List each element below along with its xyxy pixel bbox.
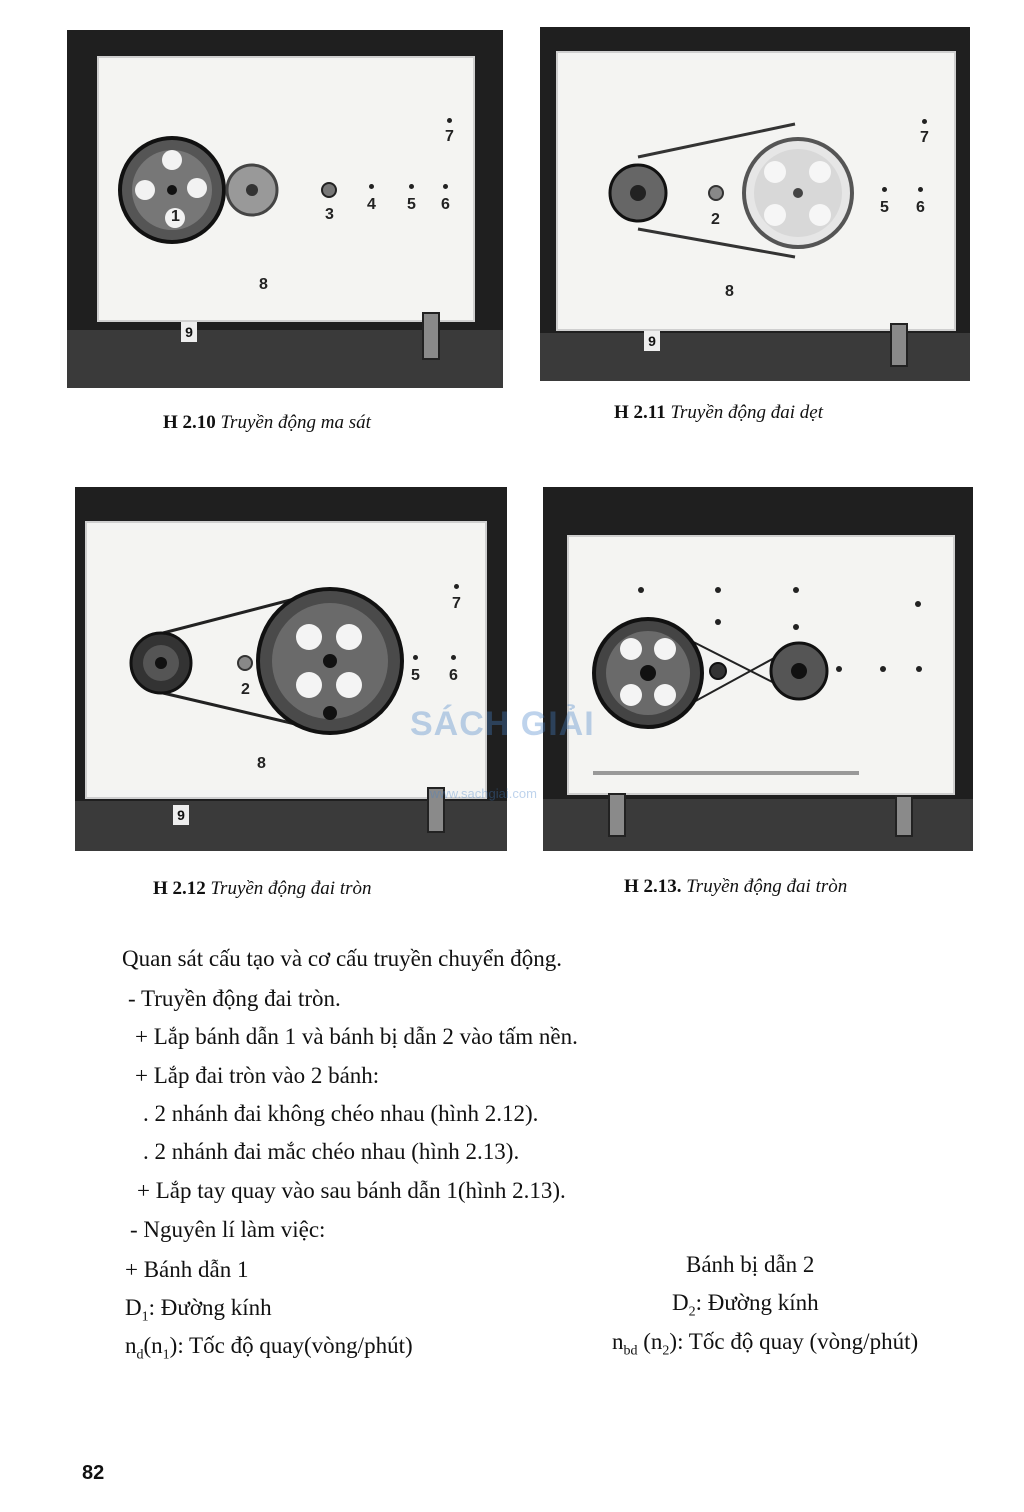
hole-dot	[443, 184, 448, 189]
driving-wheel-speed	[125, 1333, 413, 1364]
label-8: 8	[259, 276, 268, 293]
hole-dot	[409, 184, 414, 189]
flat-belt-drive-diagram	[540, 27, 970, 381]
description: ): Tốc độ quay (vòng/phút)	[669, 1329, 919, 1354]
item-principle: - Nguyên lí làm việc:	[130, 1217, 326, 1242]
intro-text: Quan sát cấu tạo và cơ cấu truyền chuyển động.	[122, 946, 563, 971]
hole-dot	[454, 584, 459, 589]
caption-title: Truyền động ma sát	[220, 412, 371, 433]
label-8: 8	[725, 283, 734, 300]
driving-wheel-diameter	[125, 1295, 272, 1326]
label-7: 7	[920, 129, 929, 146]
figure-2-13-photo	[543, 487, 973, 851]
item-belt-drive: - Truyền động đai tròn.	[128, 986, 341, 1011]
item-crank: + Lắp tay quay vào sau bánh dẫn 1(hình 2.13).	[137, 1178, 566, 1203]
driven-wheel-speed	[612, 1329, 918, 1360]
label-1: 1	[171, 208, 180, 225]
driven-wheel-diameter	[672, 1290, 819, 1321]
symbol: n	[612, 1329, 624, 1354]
caption-title: Truyền động đai tròn	[210, 878, 372, 899]
page-number: 82	[82, 1462, 105, 1484]
watermark-url: www.sachgiai.com	[430, 786, 537, 801]
caption-title: Truyền động đai tròn	[686, 876, 848, 897]
symbol: D	[125, 1295, 142, 1320]
label-8: 8	[257, 755, 266, 772]
label-7: 7	[445, 128, 454, 145]
subscript: bd	[623, 1343, 638, 1359]
item-mount-wheels: + Lắp bánh dẫn 1 và bánh bị dẫn 2 vào tấm nền.	[135, 1024, 578, 1049]
symbol: D	[672, 1290, 689, 1315]
caption-number: H 2.10	[163, 412, 216, 433]
subscript: 1	[141, 1309, 149, 1325]
caption-title: Truyền động đai dẹt	[670, 402, 824, 423]
driven-wheel-heading: Bánh bị dẫn 2	[686, 1252, 815, 1277]
description: : Đường kính	[695, 1290, 819, 1315]
label-5: 5	[880, 199, 889, 216]
symbol: n	[125, 1333, 137, 1358]
description: : Đường kính	[148, 1295, 272, 1320]
label-4: 4	[367, 196, 376, 213]
label-6: 6	[441, 196, 450, 213]
symbol: (n	[637, 1329, 663, 1354]
item-mount-belt: + Lắp đai tròn vào 2 bánh:	[135, 1063, 380, 1088]
description: ): Tốc độ quay(vòng/phút)	[169, 1333, 413, 1358]
figure-2-10-photo	[67, 30, 503, 388]
crossed-belt-drive-diagram	[543, 487, 973, 851]
figure-2-11-caption	[614, 402, 823, 424]
label-6: 6	[449, 667, 458, 684]
label-2: 2	[241, 681, 250, 698]
label-2: 2	[711, 211, 720, 228]
label-5: 5	[407, 196, 416, 213]
subscript: 2	[662, 1343, 670, 1359]
item-uncrossed: . 2 nhánh đai không chéo nhau (hình 2.12).	[143, 1101, 539, 1126]
hole-dot	[882, 187, 887, 192]
subscript: d	[136, 1347, 144, 1363]
caption-number: H 2.13.	[624, 876, 682, 897]
figure-2-11-photo	[540, 27, 970, 381]
hole-dot	[918, 187, 923, 192]
friction-drive-diagram	[67, 30, 503, 388]
figure-2-13-caption	[624, 876, 847, 898]
label-9: 9	[173, 805, 189, 825]
watermark-logo: SÁCH GIẢI	[410, 705, 595, 743]
label-7: 7	[452, 595, 461, 612]
symbol: (n	[143, 1333, 163, 1358]
hole-dot	[447, 118, 452, 123]
label-9: 9	[181, 322, 197, 342]
driving-wheel-heading: + Bánh dẫn 1	[125, 1257, 249, 1282]
label-5: 5	[411, 667, 420, 684]
hole-dot	[451, 655, 456, 660]
caption-number: H 2.11	[614, 402, 666, 423]
hole-dot	[413, 655, 418, 660]
label-6: 6	[916, 199, 925, 216]
caption-number: H 2.12	[153, 878, 206, 899]
item-crossed: . 2 nhánh đai mắc chéo nhau (hình 2.13).	[143, 1139, 520, 1164]
hole-dot	[922, 119, 927, 124]
label-9: 9	[644, 331, 660, 351]
figure-2-12-caption	[153, 878, 372, 900]
hole-dot	[369, 184, 374, 189]
figure-2-10-caption	[163, 412, 371, 434]
subscript: 1	[162, 1347, 170, 1363]
label-3: 3	[325, 206, 334, 223]
subscript: 2	[688, 1304, 696, 1320]
